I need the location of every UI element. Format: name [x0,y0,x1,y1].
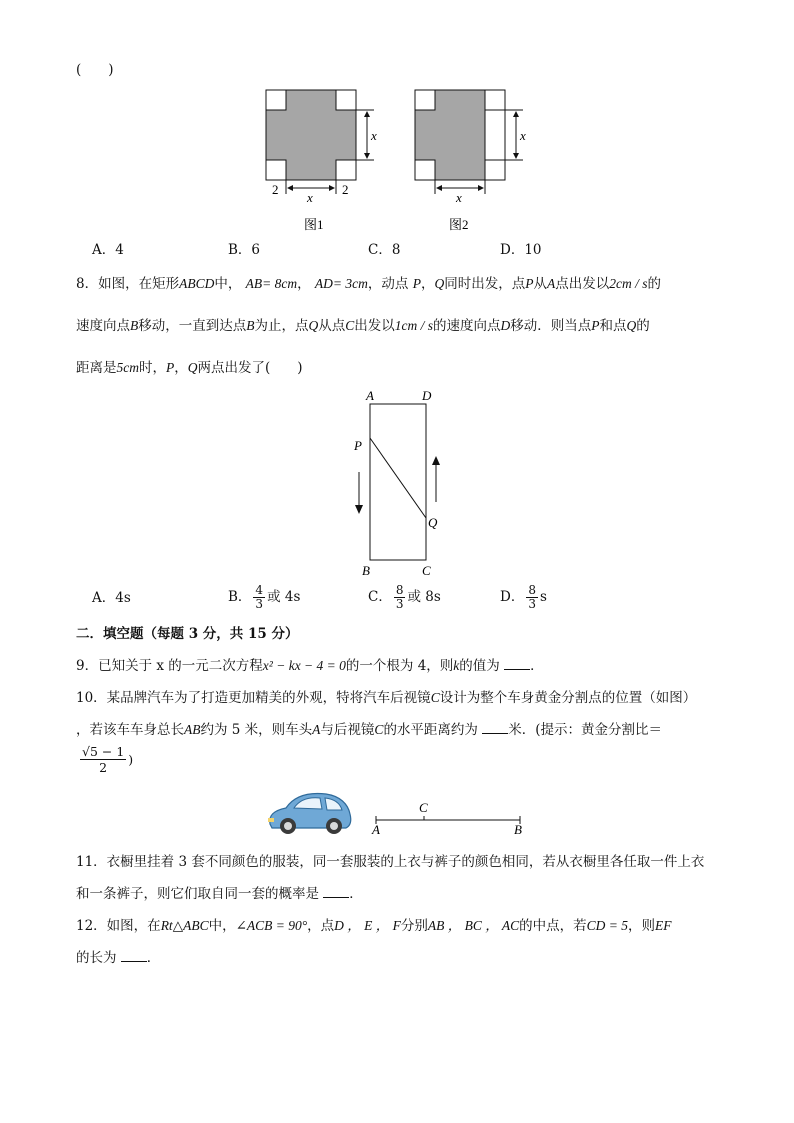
q8-line-1: 8．如图，在矩形ABCD中， AB= 8cm， AD= 3cm，动点 P，Q同时出发，点P从A点出发以2cm / s的 [76,276,661,292]
q7-option-a: A．4 [92,242,124,258]
figure-2 [415,90,526,232]
vertex-d: D [422,388,432,403]
q7-option-c: C．8 [368,242,401,258]
point-b: B [514,822,522,837]
vertex-c: C [422,563,431,578]
point-q: Q [428,515,438,530]
fig2-caption: 图2 [449,217,469,232]
q7-option-b: B．6 [228,242,261,258]
fig2-cross-horizontal [415,110,485,160]
point-p: P [354,438,362,453]
fig1-cross-horizontal [266,110,356,160]
q10-line-1: 10．某品牌汽车为了打造更加精美的外观，特将汽车后视镜C设计为整个车身黄金分割点的位置（如图） [76,690,697,706]
rectangle-abcd-figure [340,384,460,580]
fig1-label-2-left: 2 [272,182,279,197]
vertex-a: A [366,388,374,403]
point-a: A [372,822,380,837]
q10-golden-ratio: $\frac{√5 - 1}{2}$ ) [82,744,134,775]
q11-line-2: 和一条裤子，则它们取自同一套的概率是 ． [76,886,363,902]
fig1-caption: 图1 [304,217,324,232]
car-icon [268,794,351,834]
q8-line-3: 距离是5cm时，P，Q两点出发了( ) [76,360,303,376]
vertex-b: B [362,563,370,578]
q11-answer-blank[interactable] [323,885,349,898]
section-2-heading: 二．填空题（每题 3 分，共 15 分） [76,626,299,642]
q12-line-2: 的长为 ． [76,950,161,966]
q8-option-c: C． $\frac{8}{3}$ 或 8s [368,583,441,611]
figure-1 [266,90,377,232]
car-golden-section-figure [264,788,534,838]
q11-line-1: 11．衣橱里挂着 3 套不同颜色的服装，同一套服装的上衣与裤子的颜色相同，若从衣橱里各任取一件上衣 [76,854,705,870]
answer-paren: ( ) [76,62,114,78]
q8-option-a: A．4s [92,590,131,606]
fig2-label-x-right: x [520,128,526,143]
segment-pq [370,438,426,518]
q8-line-2: 速度向点B移动，一直到达点B为止，点Q从点C出发以1cm / s的速度向点D移动．则当点P和点Q的 [76,318,650,334]
fold-box-figures [256,84,546,234]
fig1-label-x-right: x [371,128,377,143]
q10-line-2: ，若该车车身总长AB约为 5 米，则车头A与后视镜C的水平距离约为 米．(提示：黄金分割比＝ [76,722,663,738]
q12-answer-blank[interactable] [121,949,147,962]
fig1-label-x-bottom: x [307,190,313,205]
fig1-label-2-right: 2 [342,182,349,197]
q10-answer-blank[interactable] [482,721,508,734]
q7-option-d: D．10 [500,242,542,258]
q9-answer-blank[interactable] [504,657,530,670]
q9-text: 9．已知关于 x 的一元二次方程x² − kx − 4 = 0的一个根为 4，则k的值为 ． [76,658,544,674]
fig2-label-x-bottom: x [456,190,462,205]
q8-option-d: D． $\frac{8}{3}$ s [500,583,547,611]
q8-option-b: B． $\frac{4}{3}$ 或 4s [228,583,301,611]
q12-line-1: 12．如图，在Rt△ABC中，∠ACB = 90°，点D ， E ， F分别AB ， BC ， AC的中点，若CD = 5，则EF [76,918,672,934]
point-c: C [419,800,428,815]
